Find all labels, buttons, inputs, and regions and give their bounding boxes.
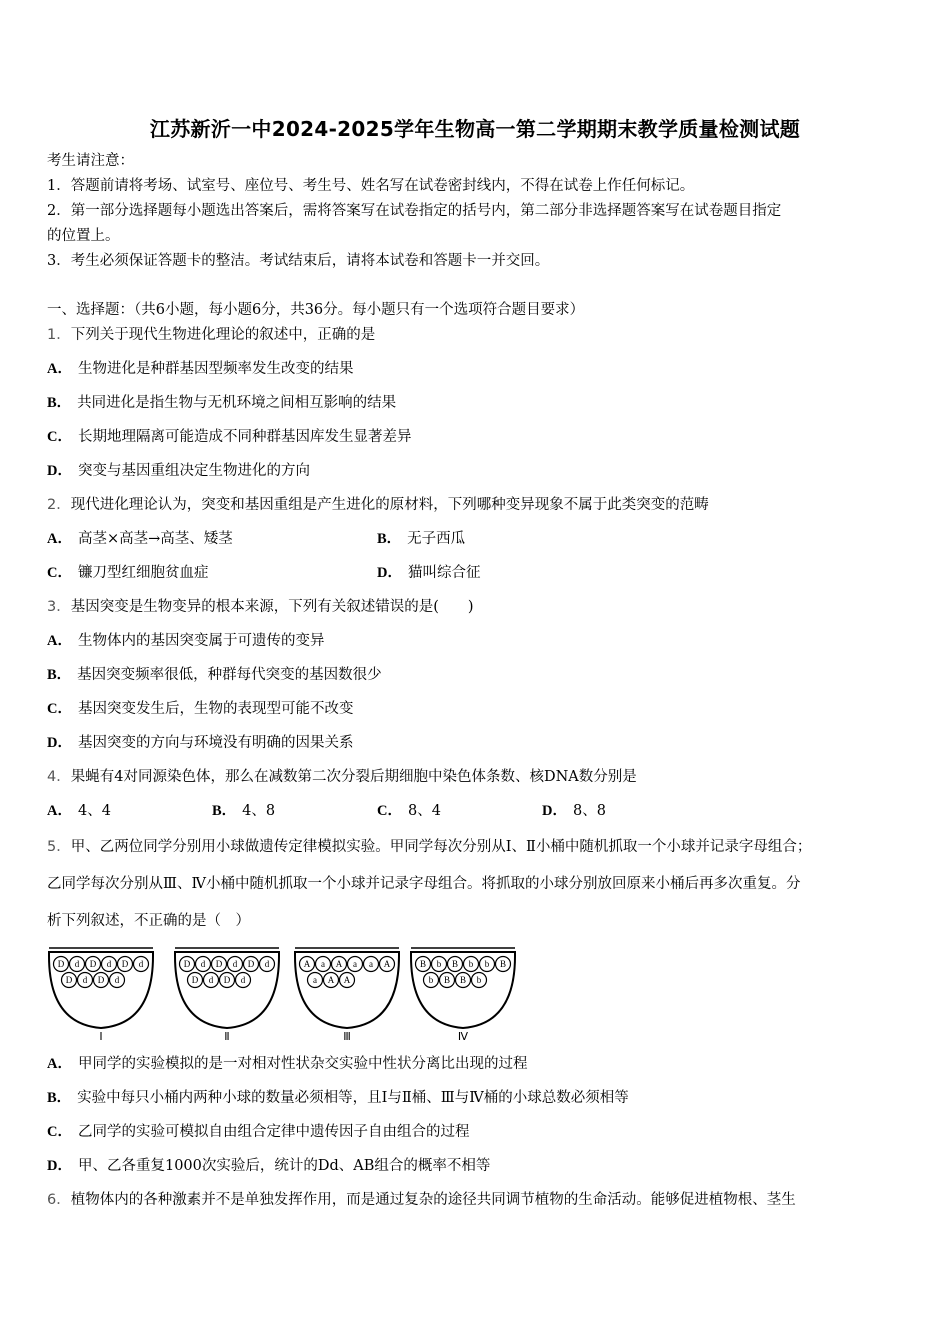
option-c bbox=[47, 563, 208, 583]
option-label: B． bbox=[212, 803, 237, 819]
option-a bbox=[47, 529, 233, 549]
ball-letter: d bbox=[264, 959, 270, 970]
question-number: 6． bbox=[47, 1192, 71, 1208]
option-d bbox=[542, 801, 606, 821]
question-6 bbox=[47, 1190, 796, 1210]
ball-letter: a bbox=[313, 975, 317, 986]
question-number: 1． bbox=[47, 327, 71, 343]
option-c bbox=[47, 427, 411, 447]
notice-heading: 考生请注意： bbox=[47, 153, 134, 169]
option-a bbox=[47, 801, 111, 821]
bucket-drawing bbox=[47, 944, 155, 1044]
ball-letter: B bbox=[459, 975, 467, 986]
notice-item: 1．答题前请将考场、试室号、座位号、考生号、姓名写在试卷密封线内，不得在试卷上作任何标记。 bbox=[47, 178, 695, 194]
option-label: A． bbox=[47, 803, 72, 819]
bucket-4 bbox=[409, 944, 517, 1048]
bucket-drawing bbox=[409, 944, 517, 1044]
ball-letter: d bbox=[82, 975, 88, 986]
ball-letter: d bbox=[114, 975, 120, 986]
option-text: 共同进化是指生物与无机环境之间相互影响的结果 bbox=[77, 395, 397, 411]
option-label: A． bbox=[47, 1056, 72, 1072]
notice-item: 3．考生必须保证答题卡的整洁。考试结束后，请将本试卷和答题卡一并交回。 bbox=[47, 253, 550, 269]
ball-letter: D bbox=[223, 975, 231, 986]
question-stem-line: 析下列叙述，不正确的是（ ） bbox=[47, 913, 250, 929]
option-text: 高茎×高茎→高茎、矮茎 bbox=[77, 531, 233, 547]
option-b bbox=[47, 665, 382, 685]
ball-letter: b bbox=[436, 959, 442, 970]
question-stem: 下列关于现代生物进化理论的叙述中，正确的是 bbox=[70, 327, 376, 343]
option-label: B． bbox=[377, 531, 402, 547]
option-c bbox=[47, 1122, 469, 1142]
bucket-3 bbox=[293, 944, 401, 1048]
option-a bbox=[47, 631, 324, 651]
option-text: 基因突变的方向与环境没有明确的因果关系 bbox=[77, 735, 354, 751]
option-c bbox=[377, 801, 441, 821]
question-4 bbox=[47, 767, 637, 787]
option-label: D． bbox=[377, 565, 402, 581]
question-number: 4． bbox=[47, 769, 71, 785]
ball-letter: B bbox=[443, 975, 451, 986]
ball-letter: d bbox=[232, 959, 238, 970]
option-b bbox=[377, 529, 465, 549]
option-label: B． bbox=[47, 667, 72, 683]
option-text: 生物体内的基因突变属于可遗传的变异 bbox=[77, 633, 325, 649]
option-b bbox=[47, 1088, 629, 1108]
ball-letter: B bbox=[419, 959, 427, 970]
option-text: 镰刀型红细胞贫血症 bbox=[77, 565, 209, 581]
option-text: 猫叫综合征 bbox=[407, 565, 481, 581]
ball-letter: D bbox=[89, 959, 97, 970]
option-text: 长期地理隔离可能造成不同种群基因库发生显著差异 bbox=[77, 429, 412, 445]
ball-letter: d bbox=[74, 959, 80, 970]
question-stem: 果蝇有4对同源染色体，那么在减数第二次分裂后期细胞中染色体条数、核DNA数分别是 bbox=[70, 769, 637, 785]
option-text: 8、8 bbox=[572, 803, 606, 819]
question-stem: 基因突变是生物变异的根本来源，下列有关叙述错误的是( ) bbox=[70, 599, 474, 615]
notice-item: 2．第一部分选择题每小题选出答案后，需将答案写在试卷指定的括号内，第二部分非选择题答案写在试卷题目指定 bbox=[47, 203, 782, 219]
bucket-1 bbox=[47, 944, 155, 1048]
ball-letter: D bbox=[57, 959, 65, 970]
question-number: 3． bbox=[47, 599, 71, 615]
option-label: D． bbox=[47, 463, 72, 479]
option-b bbox=[212, 801, 275, 821]
option-text: 4、4 bbox=[77, 803, 111, 819]
option-a bbox=[47, 1054, 527, 1074]
ball-letter: D bbox=[121, 959, 129, 970]
ball-letter: d bbox=[138, 959, 144, 970]
bucket-label: Ⅰ bbox=[99, 1031, 103, 1043]
option-label: A． bbox=[47, 361, 72, 377]
ball-letter: A bbox=[303, 959, 311, 970]
question-3 bbox=[47, 597, 474, 617]
option-row bbox=[47, 529, 907, 549]
ball-letter: D bbox=[97, 975, 105, 986]
option-text: 基因突变频率很低，种群每代突变的基因数很少 bbox=[77, 667, 382, 683]
option-a bbox=[47, 359, 353, 379]
option-text: 突变与基因重组决定生物进化的方向 bbox=[77, 463, 310, 479]
ball-letter: A bbox=[335, 959, 343, 970]
option-d bbox=[377, 563, 480, 583]
ball-letter: B bbox=[499, 959, 507, 970]
ball-letter: a bbox=[369, 959, 373, 970]
ball-letter: b bbox=[428, 975, 434, 986]
question-number: 2． bbox=[47, 497, 71, 513]
option-label: C． bbox=[47, 701, 72, 717]
option-d bbox=[47, 1156, 490, 1176]
option-label: B． bbox=[47, 395, 72, 411]
option-label: A． bbox=[47, 531, 72, 547]
bucket-drawing bbox=[293, 944, 401, 1044]
option-label: C． bbox=[47, 1124, 72, 1140]
ball-letter: a bbox=[321, 959, 325, 970]
bucket-label: Ⅲ bbox=[343, 1031, 351, 1043]
ball-letter: D bbox=[191, 975, 199, 986]
ball-letter: D bbox=[183, 959, 191, 970]
question-stem-line: 乙同学每次分别从Ⅲ、Ⅳ小桶中随机抓取一个小球并记录字母组合。将抓取的小球分别放回原来小桶后再多次重复。分 bbox=[47, 876, 801, 892]
ball-letter: A bbox=[327, 975, 335, 986]
ball-letter: d bbox=[106, 959, 112, 970]
ball-letter: D bbox=[65, 975, 73, 986]
option-label: D． bbox=[542, 803, 567, 819]
notice-item: 的位置上。 bbox=[47, 228, 120, 244]
option-text: 4、8 bbox=[242, 803, 276, 819]
question-1 bbox=[47, 325, 375, 345]
option-row bbox=[47, 563, 907, 583]
question-5 bbox=[47, 837, 811, 857]
ball-letter: D bbox=[215, 959, 223, 970]
section-heading: 一、选择题：（共6小题，每小题6分，共36分。每小题只有一个选项符合题目要求） bbox=[47, 302, 585, 318]
option-b bbox=[47, 393, 396, 413]
option-d bbox=[47, 733, 353, 753]
option-text: 生物进化是种群基因型频率发生改变的结果 bbox=[77, 361, 354, 377]
ball-letter: d bbox=[200, 959, 206, 970]
ball-letter: b bbox=[484, 959, 490, 970]
ball-letter: B bbox=[451, 959, 459, 970]
exam-title: 江苏新沂一中2024-2025学年生物高一第二学期期末教学质量检测试题 bbox=[149, 117, 801, 141]
option-d bbox=[47, 461, 310, 481]
option-label: D． bbox=[47, 1158, 72, 1174]
bucket-label: Ⅳ bbox=[457, 1031, 469, 1043]
option-text: 实验中每只小桶内两种小球的数量必须相等，且Ⅰ与Ⅱ桶、Ⅲ与Ⅳ桶的小球总数必须相等 bbox=[77, 1090, 629, 1106]
bucket-figure bbox=[47, 944, 517, 1044]
option-text: 基因突变发生后，生物的表现型可能不改变 bbox=[77, 701, 354, 717]
question-stem: 植物体内的各种激素并不是单独发挥作用，而是通过复杂的途径共同调节植物的生命活动。能够促进植物根、茎生 bbox=[70, 1192, 796, 1208]
option-text: 乙同学的实验可模拟自由组合定律中遗传因子自由组合的过程 bbox=[77, 1124, 470, 1140]
ball-letter: A bbox=[383, 959, 391, 970]
question-number: 5． bbox=[47, 839, 71, 855]
option-text: 8、4 bbox=[407, 803, 441, 819]
bucket-drawing bbox=[173, 944, 281, 1044]
ball-letter: d bbox=[208, 975, 214, 986]
question-stem: 甲、乙两位同学分别用小球做遗传定律模拟实验。甲同学每次分别从Ⅰ、Ⅱ小桶中随机抓取一个小球并记录字母组合； bbox=[70, 839, 812, 855]
option-text: 甲同学的实验模拟的是一对相对性状杂交实验中性状分离比出现的过程 bbox=[77, 1056, 528, 1072]
ball-letter: a bbox=[353, 959, 357, 970]
option-label: B． bbox=[47, 1090, 72, 1106]
option-label: A． bbox=[47, 633, 72, 649]
option-label: D． bbox=[47, 735, 72, 751]
bucket-2 bbox=[173, 944, 281, 1048]
question-stem: 现代进化理论认为，突变和基因重组是产生进化的原材料，下列哪种变异现象不属于此类突变的范畴 bbox=[70, 497, 709, 513]
option-c bbox=[47, 699, 353, 719]
option-text: 无子西瓜 bbox=[407, 531, 466, 547]
option-label: C． bbox=[377, 803, 402, 819]
option-text: 甲、乙各重复1000次实验后，统计的Dd、AB组合的概率不相等 bbox=[77, 1158, 491, 1174]
bucket-label: Ⅱ bbox=[224, 1031, 230, 1043]
ball-letter: A bbox=[343, 975, 351, 986]
option-label: C． bbox=[47, 565, 72, 581]
option-row bbox=[47, 801, 907, 821]
option-label: C． bbox=[47, 429, 72, 445]
ball-letter: b bbox=[468, 959, 474, 970]
ball-letter: D bbox=[247, 959, 255, 970]
question-2 bbox=[47, 495, 709, 515]
ball-letter: b bbox=[476, 975, 482, 986]
ball-letter: d bbox=[240, 975, 246, 986]
